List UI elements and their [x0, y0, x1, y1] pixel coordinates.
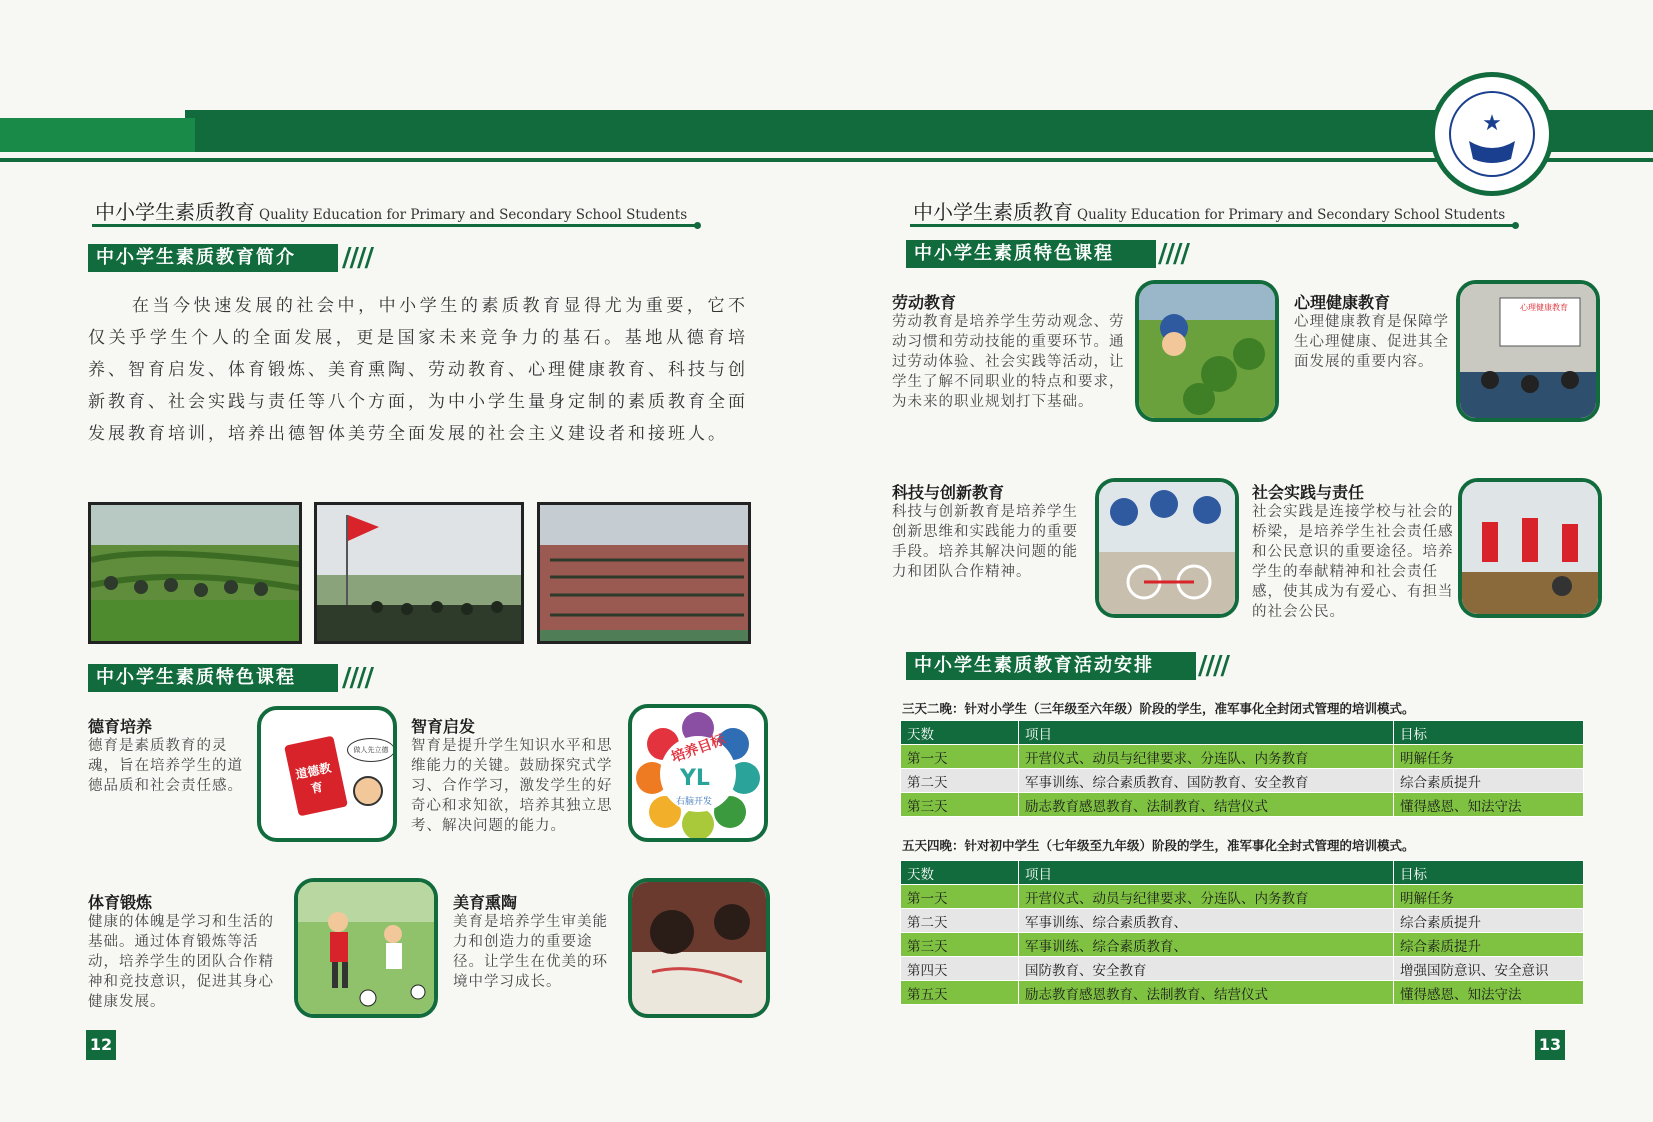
emblem-inner [1449, 91, 1535, 177]
header-rule [910, 224, 1515, 227]
header-cn: 中小学生素质教育 [913, 200, 1073, 224]
goal-cell: 明解任务 [1394, 885, 1584, 909]
goal-cell: 综合素质提升 [1394, 769, 1584, 793]
table2-note: 五天四晚：针对初中学生（七年级至九年级）阶段的学生，准军事化全封式管理的培训模式。 [902, 838, 1415, 853]
wheel-subtitle: 右脑开发 [676, 797, 713, 807]
training-goal-wheel [628, 704, 768, 842]
item-cell: 开营仪式、动员与纪律要求、分连队、内务教育 [1019, 745, 1394, 769]
photo-tea-picking [1135, 280, 1279, 422]
header-band-accent [0, 118, 195, 152]
day-cell: 第二天 [901, 769, 1019, 793]
page-number-left: 12 [86, 1030, 116, 1060]
header-rule-dot [1512, 222, 1519, 229]
left-page-header [95, 196, 687, 225]
slash-decoration: //// [1158, 239, 1188, 269]
right-page-header [913, 196, 1505, 225]
star-icon: ★ [1482, 111, 1502, 136]
course-title-labor: 劳动教育 [892, 293, 957, 312]
header-cn: 中小学生素质教育 [95, 200, 255, 224]
table-row [901, 769, 1584, 793]
page-number-right: 13 [1535, 1030, 1565, 1060]
table1-note: 三天二晚：针对小学生（三年级至六年级）阶段的学生，准军事化全封闭式管理的培训模式。 [902, 701, 1415, 716]
slash-decoration: //// [342, 243, 372, 273]
header-cell: 项目 [1019, 861, 1394, 885]
yl-logo: YL [680, 766, 710, 791]
table-row [901, 933, 1584, 957]
base-emblem [1430, 72, 1554, 196]
left-courses-section-title: 中小学生素质特色课程 [88, 664, 338, 692]
goal-cell: 增强国防意识、安全意识 [1394, 957, 1584, 981]
course-title-moral: 德育培养 [88, 717, 153, 736]
course-text-mental: 心理健康教育是保障学生心理健康、促进其全面发展的重要内容。 [1294, 314, 1449, 370]
slash-decoration: //// [342, 663, 372, 693]
course-text-intellectual: 智育是提升学生知识水平和思维能力的关键。鼓励探究式学习、合作学习，激发学生的好奇心和求知欲，培养其独立思考、解决问题的能力。 [411, 738, 613, 834]
shield-icon [1465, 137, 1519, 167]
header-cell: 目标 [1394, 861, 1584, 885]
course-text-moral: 德育是素质教育的灵魂，旨在培养学生的道德品质和社会责任感。 [88, 738, 243, 794]
speech-bubble: 做人先立德 [347, 738, 395, 762]
intro-section-title: 中小学生素质教育简介 [88, 244, 338, 272]
goal-cell: 懂得感恩、知法守法 [1394, 981, 1584, 1005]
intro-paragraph: 在当今快速发展的社会中，中小学生的素质教育显得尤为重要，它不仅关乎学生个人的全面发展，更是国家未来竞争力的基石。基地从德育培养、智育启发、体育锻炼、美育熏陶、劳动教育、心理健康教育、科技与创新教育、社会实践与责任等八个方面，为中小学生量身定制的素质教育全面发展教育培训，培养出德智体美劳全面发展的社会主义建设者和接班人。 [88, 296, 748, 444]
table-row [901, 793, 1584, 817]
table-row [901, 885, 1584, 909]
course-text-labor: 劳动教育是培养学生劳动观念、劳动习惯和劳动技能的重要环节。通过劳动体验、社会实践等活动，让学生了解不同职业的特点和要求，为未来的职业规划打下基础。 [892, 314, 1125, 410]
table-header-row [901, 721, 1584, 745]
table-row [901, 909, 1584, 933]
book-badge-text: 道德教育 [294, 760, 333, 796]
course-title-intellectual: 智育启发 [411, 717, 476, 736]
course-text-aesthetic: 美育是培养学生审美能力和创造力的重要途径。让学生在优美的环境中学习成长。 [453, 914, 608, 990]
child-face-icon [353, 776, 383, 806]
photo-farm-practice [1458, 478, 1602, 618]
item-cell: 开营仪式、动员与纪律要求、分连队、内务教育 [1019, 885, 1394, 909]
header-rule [92, 224, 697, 227]
goal-cell: 综合素质提升 [1394, 909, 1584, 933]
photo-soccer-kids [294, 878, 438, 1018]
goal-cell: 明解任务 [1394, 745, 1584, 769]
photo-drone-workshop [1095, 478, 1239, 618]
photo-painting-class [628, 878, 770, 1018]
header-rule-dot [694, 222, 701, 229]
slash-decoration: //// [1198, 651, 1228, 681]
course-title-social: 社会实践与责任 [1252, 483, 1365, 502]
schedule-section-title: 中小学生素质教育活动安排 [906, 652, 1196, 680]
course-text-physical: 健康的体魄是学习和生活的基础。通过体育锻炼等活动，培养学生的团队合作精神和竞技意识，促进其身心健康发展。 [88, 914, 274, 1010]
header-cell: 天数 [901, 721, 1019, 745]
header-cell: 天数 [901, 861, 1019, 885]
course-title-tech: 科技与创新教育 [892, 483, 1005, 502]
item-cell: 军事训练、综合素质教育、国防教育、安全教育 [1019, 769, 1394, 793]
day-cell: 第三天 [901, 793, 1019, 817]
header-en: Quality Education for Primary and Secondary School Students [1077, 207, 1506, 223]
moral-education-illustration [257, 706, 397, 842]
item-cell: 励志教育感恩教育、法制教育、结营仪式 [1019, 981, 1394, 1005]
day-cell: 第二天 [901, 909, 1019, 933]
day-cell: 第一天 [901, 885, 1019, 909]
header-cell: 项目 [1019, 721, 1394, 745]
photo-tea-field-training [88, 502, 302, 644]
wheel-title: 培养目标 [669, 731, 728, 767]
day-cell: 第五天 [901, 981, 1019, 1005]
photo-drill-formation [537, 502, 751, 644]
goal-cell: 懂得感恩、知法守法 [1394, 793, 1584, 817]
day-cell: 第一天 [901, 745, 1019, 769]
table-row [901, 745, 1584, 769]
item-cell: 励志教育感恩教育、法制教育、结营仪式 [1019, 793, 1394, 817]
item-cell: 军事训练、综合素质教育、 [1019, 909, 1394, 933]
day-cell: 第四天 [901, 957, 1019, 981]
item-cell: 军事训练、综合素质教育、 [1019, 933, 1394, 957]
header-en: Quality Education for Primary and Secondary School Students [259, 207, 688, 223]
header-band-line [0, 158, 1653, 162]
goal-cell: 综合素质提升 [1394, 933, 1584, 957]
table-row [901, 981, 1584, 1005]
item-cell: 国防教育、安全教育 [1019, 957, 1394, 981]
photo-classroom [1456, 280, 1600, 422]
table-header-row [901, 861, 1584, 885]
course-text-tech: 科技与创新教育是培养学生创新思维和实践能力的重要手段。培养其解决问题的能力和团队合作精神。 [892, 504, 1078, 580]
day-cell: 第三天 [901, 933, 1019, 957]
table-row [901, 957, 1584, 981]
right-courses-section-title: 中小学生素质特色课程 [906, 240, 1156, 268]
header-cell: 目标 [1394, 721, 1584, 745]
schedule-table-primary [900, 720, 1584, 817]
schedule-table-junior [900, 860, 1584, 1005]
course-title-mental: 心理健康教育 [1294, 293, 1391, 312]
screen-title: 心理健康教育 [1520, 303, 1568, 312]
course-title-aesthetic: 美育熏陶 [453, 893, 518, 912]
photo-flag-parade [314, 502, 524, 644]
course-title-physical: 体育锻炼 [88, 893, 153, 912]
course-text-social: 社会实践是连接学校与社会的桥梁，是培养学生社会责任感和公民意识的重要途径。培养学生的奉献精神和社会责任感，使其成为有爱心、有担当的社会公民。 [1252, 504, 1454, 620]
